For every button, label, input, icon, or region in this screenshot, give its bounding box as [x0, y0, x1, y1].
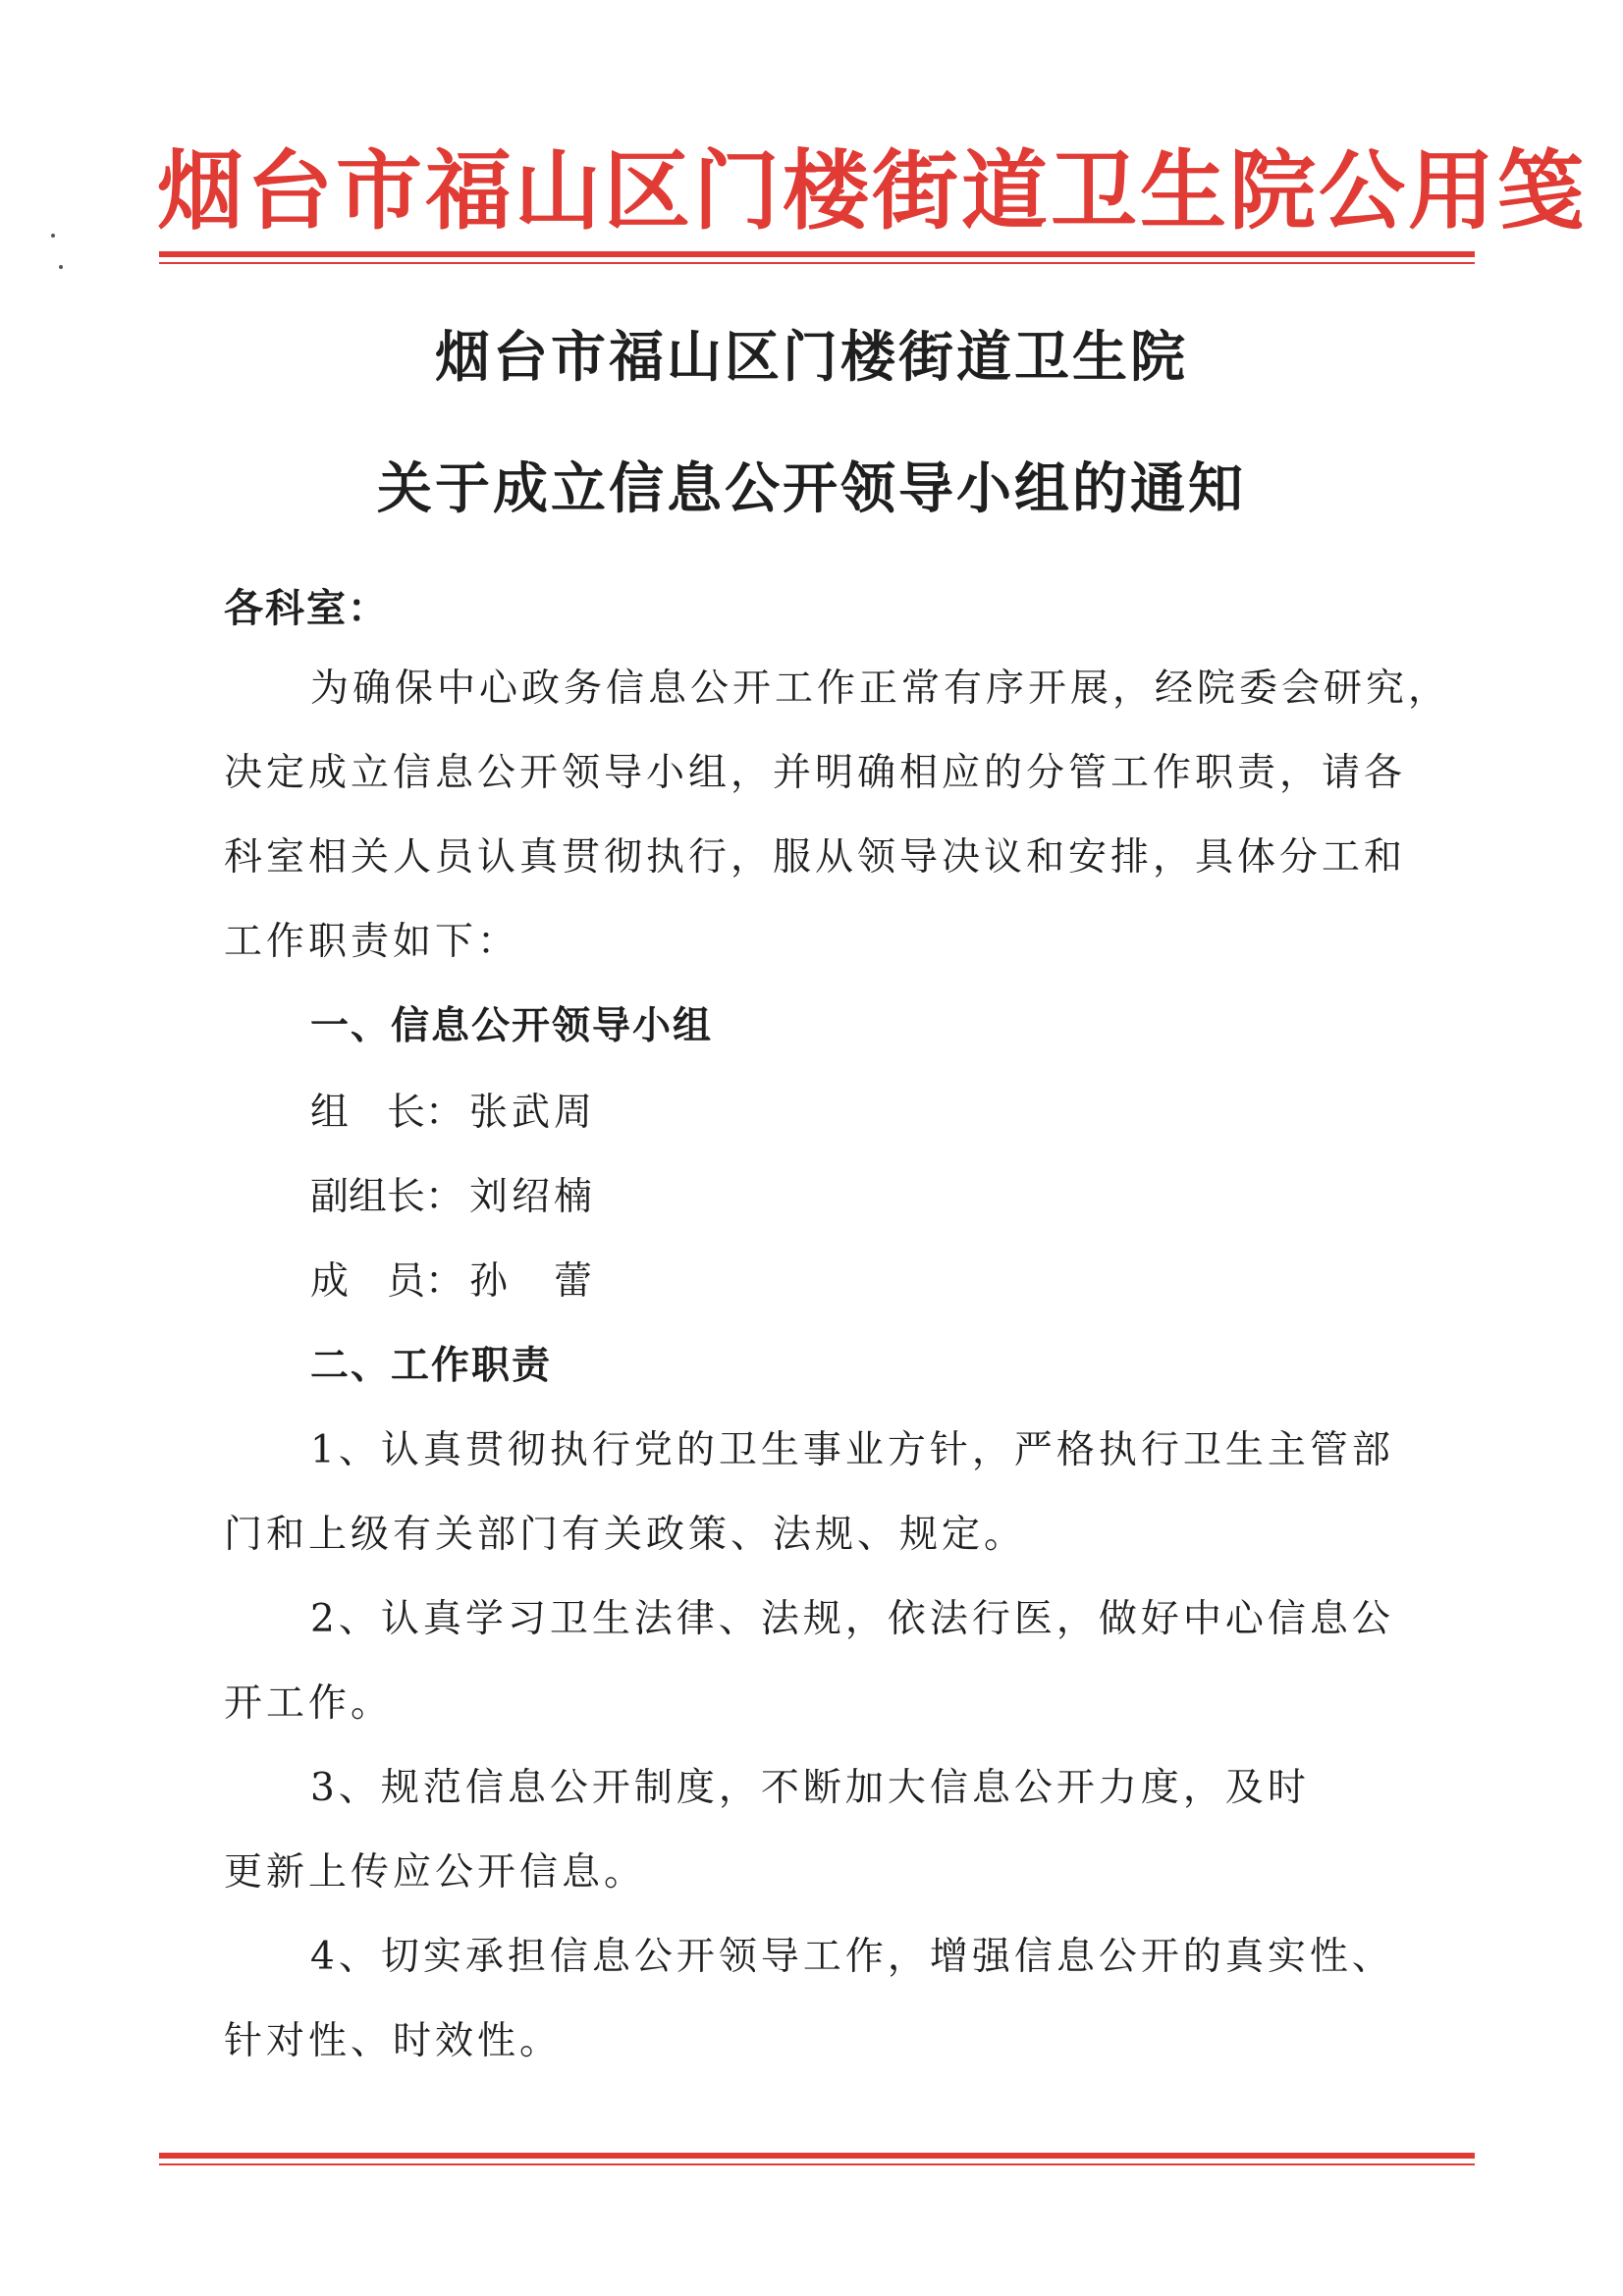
duty-item-2-line-2: 开工作。	[224, 1682, 394, 1726]
section2-heading: 二、工作职责	[310, 1343, 553, 1388]
letterhead-title: 烟台市福山区门楼街道卫生院公用笺	[157, 139, 1588, 241]
rule-thin	[159, 262, 1475, 264]
member-label: 组 长：	[310, 1091, 464, 1135]
rule-thin	[159, 2163, 1475, 2165]
document-title-line-2: 关于成立信息公开领导小组的通知	[377, 456, 1246, 521]
member-label: 副组长：	[310, 1175, 464, 1219]
section1-heading: 一、信息公开领导小组	[310, 1003, 714, 1048]
intro-line-3: 科室相关人员认真贯彻执行，服从领导决议和安排，具体分工和	[224, 835, 1407, 880]
member-name: 刘绍楠	[469, 1175, 597, 1219]
member-row	[310, 1091, 1449, 1135]
duty-item-1-line-1: 1、认真贯彻执行党的卫生事业方针，严格执行卫生主管部	[310, 1428, 1394, 1472]
member-row	[310, 1175, 1449, 1219]
scan-speck	[59, 265, 63, 269]
salutation: 各科室：	[224, 585, 389, 631]
duty-item-3-line-1: 3、规范信息公开制度，不断加大信息公开力度，及时	[310, 1766, 1310, 1810]
intro-line-4: 工作职责如下：	[224, 920, 520, 964]
duty-item-4-line-2: 针对性、时效性。	[224, 2019, 563, 2063]
document-title-line-1: 烟台市福山区门楼街道卫生院	[435, 325, 1188, 390]
intro-line-2: 决定成立信息公开领导小组，并明确相应的分管工作职责，请各	[224, 751, 1407, 795]
rule-thick	[159, 251, 1475, 257]
member-row	[310, 1259, 1449, 1304]
duty-item-1-line-2: 门和上级有关部门有关政策、法规、规定。	[224, 1513, 1027, 1557]
duty-item-4-line-1: 4、切实承担信息公开领导工作，增强信息公开的真实性、	[310, 1935, 1394, 1979]
member-name: 孙 蕾	[469, 1259, 597, 1304]
rule-thick	[159, 2153, 1475, 2159]
member-name: 张武周	[469, 1091, 597, 1135]
intro-line-1: 为确保中心政务信息公开工作正常有序开展，经院委会研究，	[310, 667, 1451, 711]
duty-item-3-line-2: 更新上传应公开信息。	[224, 1850, 647, 1895]
scan-speck	[51, 234, 55, 238]
member-label: 成 员：	[310, 1259, 464, 1304]
duty-item-2-line-1: 2、认真学习卫生法律、法规，依法行医，做好中心信息公	[310, 1597, 1394, 1641]
